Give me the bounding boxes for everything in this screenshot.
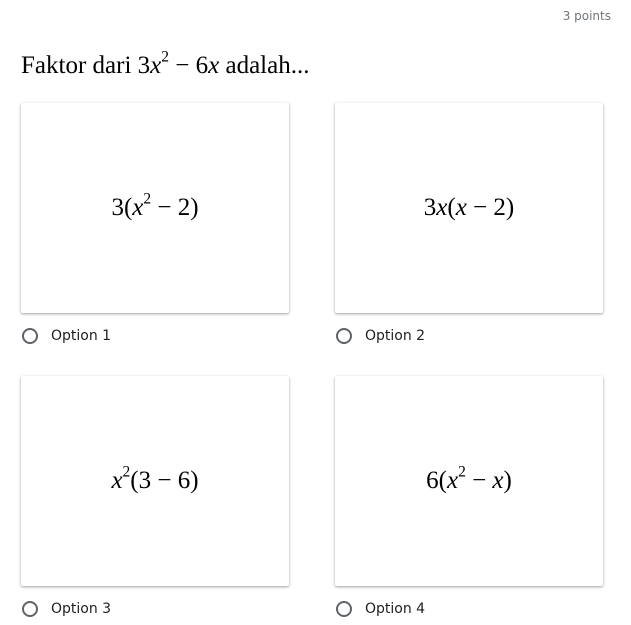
option-4-label[interactable]: Option 4 (365, 601, 426, 617)
expr-part: ( (447, 194, 456, 221)
option-4-image-card[interactable] (335, 376, 603, 586)
option-3-image-card[interactable] (21, 376, 289, 586)
question-title (21, 48, 310, 80)
expr-part: ) (503, 467, 512, 494)
option-1-expression (111, 190, 199, 222)
expr-part: − 2) (466, 194, 515, 221)
option-1-radio[interactable] (22, 328, 38, 344)
points-label: 3 points (562, 9, 611, 23)
expr-part: 6( (426, 467, 447, 494)
option-2-radio[interactable] (336, 328, 352, 344)
expr-exp: 2 (143, 190, 152, 208)
option-2-label[interactable]: Option 2 (365, 328, 426, 344)
expr-part: (3 − 6) (130, 467, 199, 494)
expr-var: x (436, 194, 448, 221)
expr-var: x (455, 194, 467, 221)
expr-part: − (465, 467, 493, 494)
expr-var: x (132, 194, 144, 221)
expr-var: x (492, 467, 504, 494)
option-3-radio[interactable] (22, 601, 38, 617)
option-1-image-card[interactable] (21, 103, 289, 313)
expr-var: x (446, 467, 459, 494)
option-4-expression (426, 463, 512, 495)
question-var: x (150, 52, 162, 79)
option-2-expression (424, 194, 514, 222)
question-suffix: adalah... (219, 52, 310, 79)
question-var2: x (208, 52, 220, 79)
option-1-choice[interactable] (22, 328, 111, 344)
question-coef: 3 (137, 52, 151, 79)
question-exp: 2 (161, 48, 169, 66)
option-3-label[interactable]: Option 3 (51, 601, 112, 617)
option-2-image-card[interactable] (335, 103, 603, 313)
expr-part: − 2) (151, 194, 199, 221)
option-3-expression (111, 463, 199, 495)
question-rest: − 6 (169, 52, 209, 79)
option-3-choice[interactable] (22, 601, 111, 617)
question-prefix: Faktor dari (21, 52, 138, 79)
option-1-label[interactable]: Option 1 (51, 328, 112, 344)
option-4-radio[interactable] (336, 601, 352, 617)
option-2-choice[interactable] (336, 328, 425, 344)
option-4-choice[interactable] (336, 601, 425, 617)
expr-part: 3( (111, 194, 133, 221)
expr-exp: 2 (122, 463, 131, 481)
expr-exp: 2 (458, 463, 466, 481)
expr-var: x (111, 467, 123, 494)
expr-part: 3 (423, 194, 437, 221)
